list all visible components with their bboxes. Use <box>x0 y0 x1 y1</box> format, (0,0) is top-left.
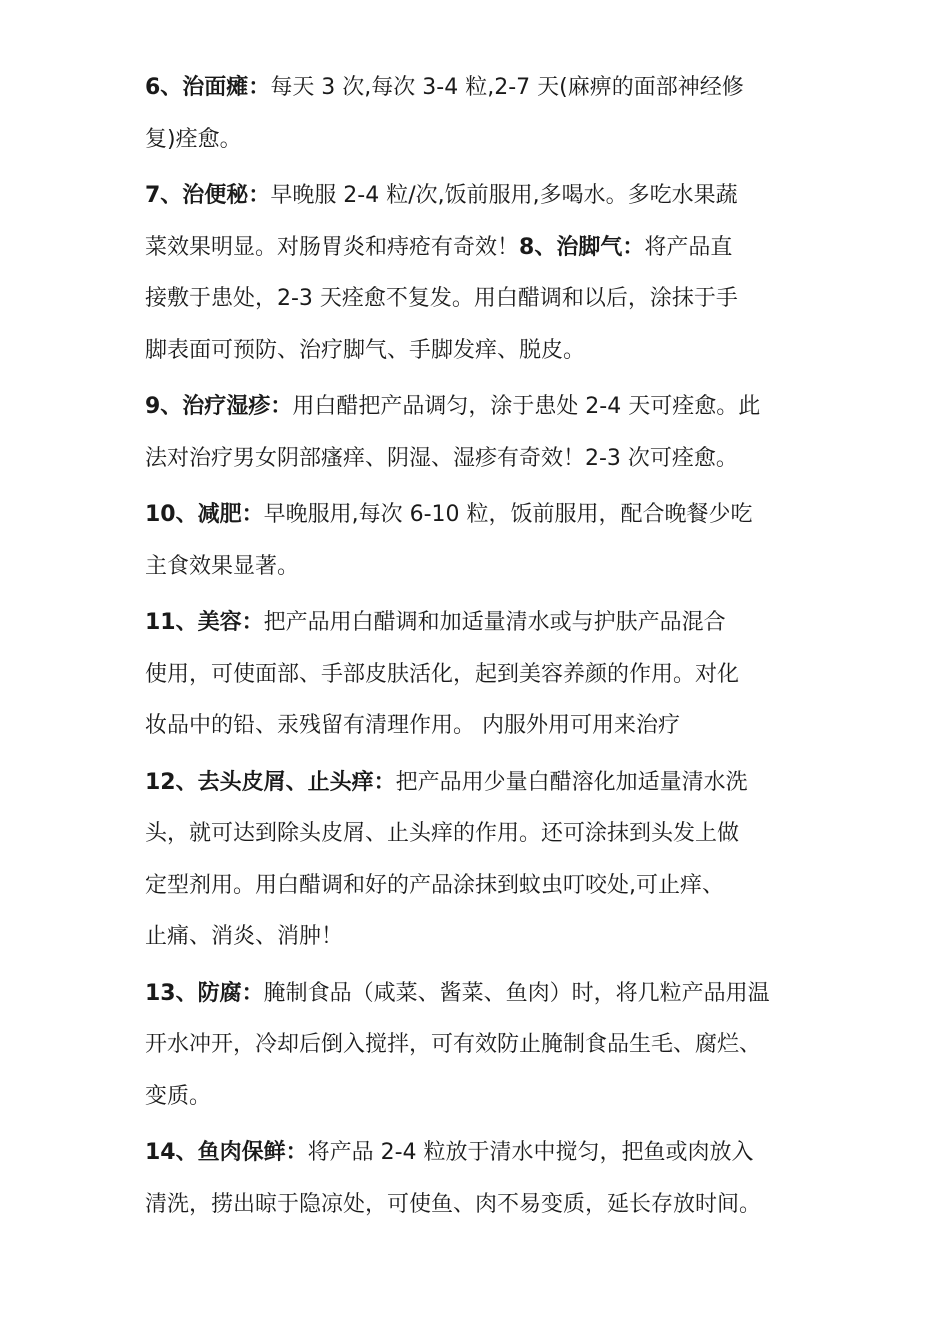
item-text: 腌制食品（咸菜、酱菜、鱼肉）时，将几粒产品用温 <box>263 980 770 1006</box>
item-text: 早晚服用,每次 6-10 粒，饭前服用，配合晚餐少吃 <box>263 502 753 527</box>
text-line: 复)痊愈。 <box>145 126 242 152</box>
text-line: 开水冲开，冷却后倒入搅拌，可有效防止腌制食品生毛、腐烂、 <box>145 1032 762 1057</box>
item-heading: 13、防腐： <box>145 980 264 1006</box>
paragraph-meat-preservation <box>145 1127 825 1230</box>
item-heading: 12、去头皮屑、止头痒： <box>145 769 396 795</box>
item-text: 菜效果明显。对肠胃炎和痔疮有奇效！ <box>145 234 520 260</box>
text-line <box>145 489 825 541</box>
item-heading: 14、鱼肉保鲜： <box>145 1140 308 1165</box>
item-text: 用白醋把产品调匀，涂于患处 2-4 天可痊愈。此 <box>292 394 761 419</box>
text-line: 接敷于患处，2-3 天痊愈不复发。用白醋调和以后，涂抹于手 <box>145 286 738 311</box>
text-line: 变质。 <box>145 1083 212 1109</box>
text-line <box>145 170 825 222</box>
item-text: 将产品 2-4 粒放于清水中搅匀，把鱼或肉放入 <box>307 1140 754 1165</box>
text-line: 主食效果显著。 <box>145 553 300 579</box>
text-line <box>145 1127 825 1179</box>
text-line: 清洗，捞出晾于隐凉处，可使鱼、肉不易变质，延长存放时间。 <box>145 1191 762 1217</box>
text-line: 脚表面可预防、治疗脚气、手脚发痒、脱皮。 <box>145 337 586 363</box>
item-heading: 10、减肥： <box>145 502 264 527</box>
paragraph-beauty <box>145 597 825 752</box>
item-text: 把产品用少量白醋溶化加适量清水洗 <box>395 769 748 795</box>
text-line: 法对治疗男女阴部瘙痒、阴湿、湿疹有奇效！2-3 次可痊愈。 <box>145 445 738 471</box>
item-heading: 6、治面瘫： <box>145 75 271 100</box>
text-line: 头，就可达到除头皮屑、止头痒的作用。还可涂抹到头发上做 <box>145 821 740 846</box>
paragraph-dandruff <box>145 757 825 963</box>
item-heading: 11、美容： <box>145 610 264 635</box>
text-line: 止痛、消炎、消肿！ <box>145 924 344 949</box>
text-line <box>145 757 825 809</box>
item-heading: 8、治脚气： <box>519 234 645 260</box>
text-line <box>145 222 825 274</box>
text-line <box>145 968 825 1020</box>
item-heading: 7、治便秘： <box>145 183 271 208</box>
item-text: 将产品直 <box>644 234 733 260</box>
text-line: 定型剂用。用白醋调和好的产品涂抹到蚊虫叮咬处,可止痒、 <box>145 872 724 898</box>
text-line <box>145 381 825 433</box>
text-line <box>145 597 825 649</box>
paragraph-weight-loss <box>145 489 825 592</box>
document-body <box>145 62 825 1235</box>
paragraph-constipation <box>145 170 825 376</box>
item-heading: 9、治疗湿疹： <box>145 394 293 419</box>
text-line <box>145 62 825 114</box>
item-text: 每天 3 次,每次 3-4 粒,2-7 天(麻痹的面部神经修 <box>270 75 744 100</box>
text-line: 妆品中的铅、汞残留有清理作用。 内服外用可用来治疗 <box>145 713 680 738</box>
paragraph-eczema <box>145 381 825 484</box>
item-text: 把产品用白醋调和加适量清水或与护肤产品混合 <box>263 610 726 635</box>
item-text: 早晚服 2-4 粒/次,饭前服用,多喝水。多吃水果蔬 <box>270 183 738 208</box>
paragraph-facial-paralysis <box>145 62 825 165</box>
text-line: 使用，可使面部、手部皮肤活化，起到美容养颜的作用。对化 <box>145 661 740 687</box>
paragraph-preservative <box>145 968 825 1123</box>
